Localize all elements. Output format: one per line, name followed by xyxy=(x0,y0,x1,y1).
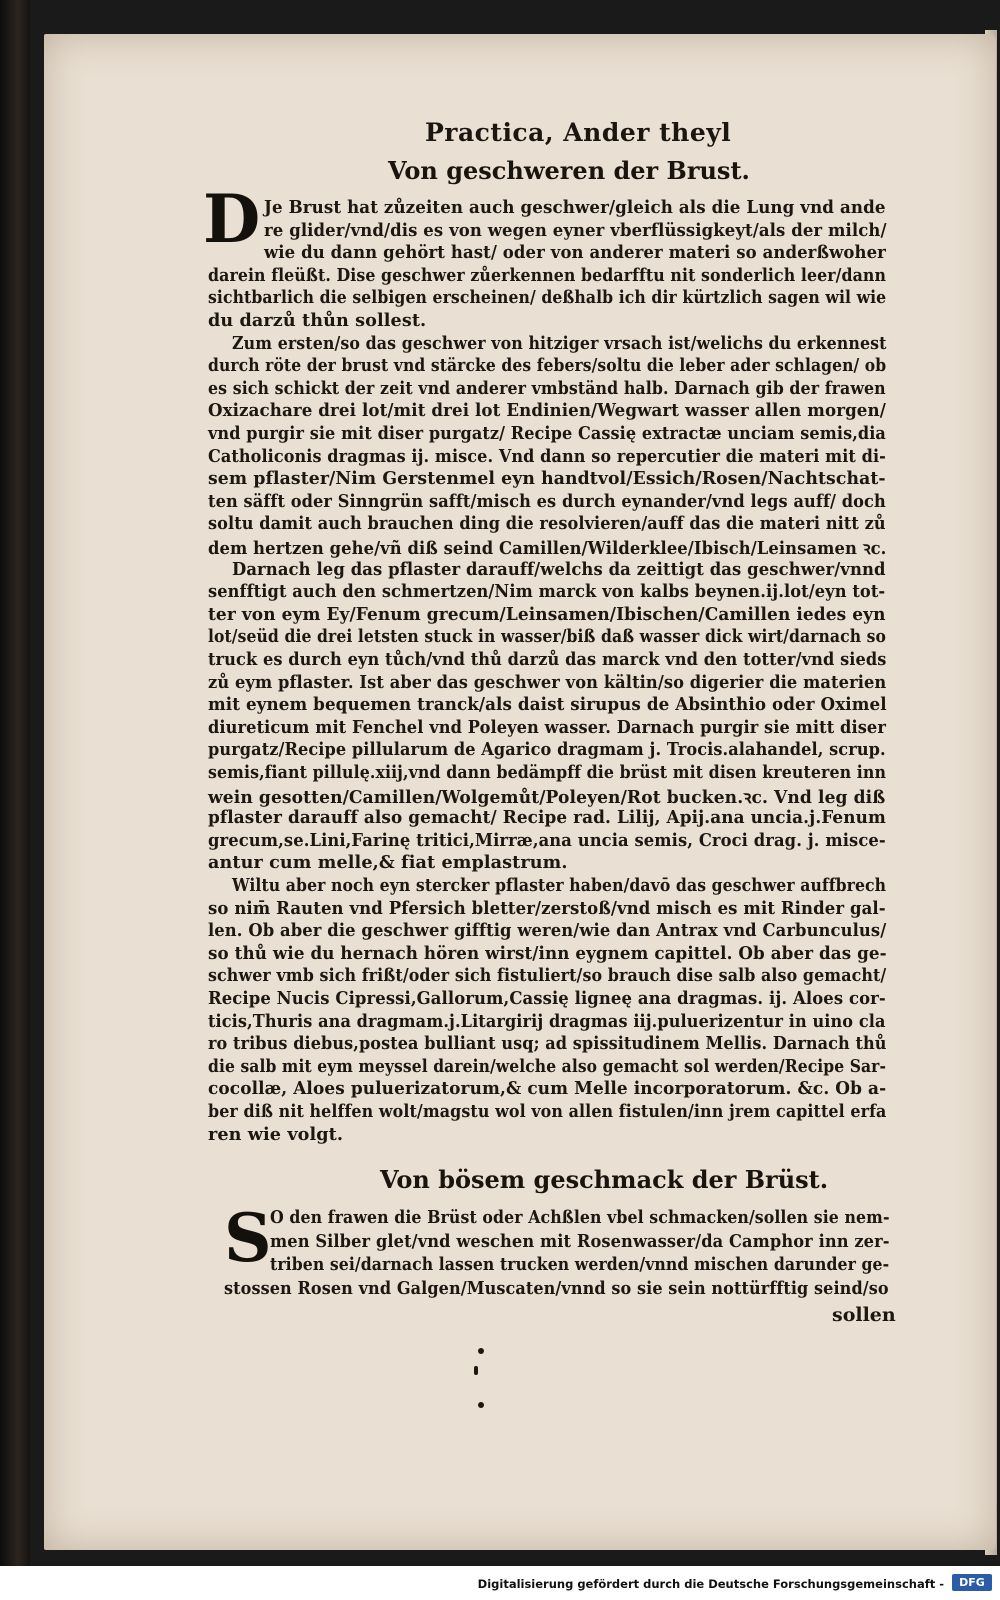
text-line: ro tribus diebus,postea bulliant usq; ad spissitudinem Mellis. Darnach thů xyxy=(208,1033,887,1055)
text-line: ber diß nit helffen wolt/magstu wol von allen fistulen/inn jrem capittel erfa xyxy=(208,1101,887,1122)
text-line: purgatz/Recipe pillularum de Agarico dragmam j. Trocis.alahandel, scrup. xyxy=(208,739,886,761)
text-line: so thů wie du hernach hören wirst/inn eygnem capittel. Ob aber das ge- xyxy=(208,942,887,964)
text-line: Wiltu aber noch eyn stercker pflaster haben/davō das geschwer auffbrech xyxy=(232,875,887,896)
running-head: Practica, Ander theyl xyxy=(425,118,732,147)
text-line: ticis,Thuris ana dragmam.j.Litargirij dragmas iij.puluerizentur in uino cla xyxy=(208,1010,886,1032)
text-line: du darzů thůn sollest. xyxy=(208,310,427,331)
text-line: sichtbarlich die selbigen erscheinen/ deßhalb ich dir kürtzlich sagen wil wie xyxy=(208,287,887,309)
text-line: durch röte der brust vnd stärcke des febers/soltu die leber ader schlagen/ ob xyxy=(208,355,887,377)
ink-mark xyxy=(478,1348,484,1354)
text-line: semis,fiant pillulę.xiij,vnd dann bedämpff die brüst mit disen kreuteren inn xyxy=(208,762,887,783)
text-line: pflaster darauff also gemacht/ Recipe rad. Lilij, Apij.ana uncia.j.Fenum xyxy=(208,807,886,829)
text-line: sem pflaster/Nim Gerstenmel eyn handtvol/Essich/Rosen/Nachtschat- xyxy=(208,468,886,490)
text-line: vnd purgir sie mit diser purgatz/ Recipe Cassię extractæ unciam semis,dia xyxy=(208,423,886,444)
text-line: ren wie volgt. xyxy=(208,1123,344,1145)
text-line: len. Ob aber die geschwer gifftig weren/wie dan Antrax vnd Carbunculus/ xyxy=(208,920,887,942)
text-line: Recipe Nucis Cipressi,Gallorum,Cassię ligneę ana dragmas. ij. Aloes cor- xyxy=(208,988,886,1009)
text-line: schwer vmb sich frißt/oder sich fistuliert/so brauch dise salb also gemacht/ xyxy=(208,965,887,987)
dfg-logo: DFG xyxy=(952,1574,992,1591)
text-line: darein fleüßt. Dise geschwer zůerkennen bedarfftu nit sonderlich leer/dann xyxy=(208,264,887,286)
text-line: O den frawen die Brüst oder Achßlen vbel schmacken/sollen sie nem- xyxy=(270,1207,890,1228)
text-line: Oxizachare drei lot/mit drei lot Endinien/Wegwart wasser allen morgen/ xyxy=(208,400,886,422)
text-line: Zum ersten/so das geschwer von hitziger vrsach ist/welichs du erkennest xyxy=(232,332,887,354)
text-line: zů eym pflaster. Ist aber das geschwer von kältin/so digerier die materien xyxy=(208,671,887,693)
ink-mark xyxy=(474,1366,478,1375)
text-line: die salb mit eym meyssel darein/welche also gemacht sol werden/Recipe Sar- xyxy=(208,1055,887,1077)
text-line: senfftigt auch den schmertzen/Nim marck von kalbs beynen.ij.lot/eyn tot- xyxy=(208,581,886,603)
decorated-initial-d: D xyxy=(203,180,261,258)
text-line: cocollæ, Aloes puluerizatorum,& cum Melle incorporatorum. &c. Ob a- xyxy=(208,1078,887,1100)
text-line: soltu damit auch brauchen ding die resolvieren/auff das die materi nitt zů xyxy=(208,513,886,535)
text-line: re glider/vnd/dis es von wegen eyner vberflüssigkeyt/als der milch/ xyxy=(264,219,887,241)
text-line: Catholiconis dragmas ij. misce. Vnd dann so repercutier die materi mit di- xyxy=(208,445,886,467)
ink-mark xyxy=(478,1402,484,1408)
text-line: so nim̄ Rauten vnd Pfersich bletter/zerstoß/vnd misch es mit Rinder gal- xyxy=(208,897,886,919)
text-line: dem hertzen gehe/vñ diß seind Camillen/Wilderklee/Ibisch/Leinsamen ꝛc. xyxy=(208,538,887,559)
text-line: diureticum mit Fenchel vnd Poleyen wasser. Darnach purgir sie mitt diser xyxy=(208,716,886,738)
section-heading-breast-ulcers: Von geschweren der Brust. xyxy=(388,156,750,185)
text-line: stossen Rosen vnd Galgen/Muscaten/vnnd so sie sein nottürfftig seind/so xyxy=(224,1277,889,1299)
catchword: sollen xyxy=(832,1304,896,1326)
book-spine xyxy=(0,0,30,1566)
text-line: Darnach leg das pflaster darauff/welchs da zeittigt das geschwer/vnnd xyxy=(232,558,886,580)
text-line: antur cum melle,& fiat emplastrum. xyxy=(208,852,568,874)
text-line: mit eynem bequemen tranck/als daist sirupus de Absinthio oder Oximel xyxy=(208,694,887,716)
text-line: ten säfft oder Sinngrün safft/misch es durch eynander/vnd legs auff/ doch xyxy=(208,490,886,512)
text-line: lot/seüd die drei letsten stuck in wasser/biß daß wasser dick wirt/darnach so xyxy=(208,626,887,648)
text-line: wein gesotten/Camillen/Wolgemůt/Poleyen/Rot bucken.ꝛc. Vnd leg diß xyxy=(208,786,886,808)
footer-credit: Digitalisierung gefördert durch die Deutsche Forschungsgemeinschaft - xyxy=(477,1577,944,1591)
text-line: grecum,se.Lini,Farinę tritici,Mirræ,ana uncia semis, Croci drag. j. misce- xyxy=(208,829,886,851)
text-line: es sich schickt der zeit vnd anderer vmbständ halb. Darnach gib der frawen xyxy=(208,377,886,399)
text-line: triben sei/darnach lassen trucken werden/vnnd mischen darunder ge- xyxy=(270,1254,890,1275)
section-heading-bad-odor: Von bösem geschmack der Brüst. xyxy=(380,1165,829,1194)
text-line: truck es durch eyn tůch/vnd thů darzů das marck vnd den totter/vnd sieds xyxy=(208,649,887,670)
text-line: wie du dann gehört hast/ oder von anderer materi so anderßwoher xyxy=(264,242,886,264)
text-line: ter von eym Ey/Fenum grecum/Leinsamen/Ibischen/Camillen iedes eyn xyxy=(208,603,886,625)
text-line: Je Brust hat zůzeiten auch geschwer/gleich als die Lung vnd ande xyxy=(264,197,886,218)
text-line: men Silber glet/vnd weschen mit Rosenwasser/da Camphor inn zer- xyxy=(270,1230,890,1252)
decorated-initial-s: S xyxy=(224,1199,272,1277)
